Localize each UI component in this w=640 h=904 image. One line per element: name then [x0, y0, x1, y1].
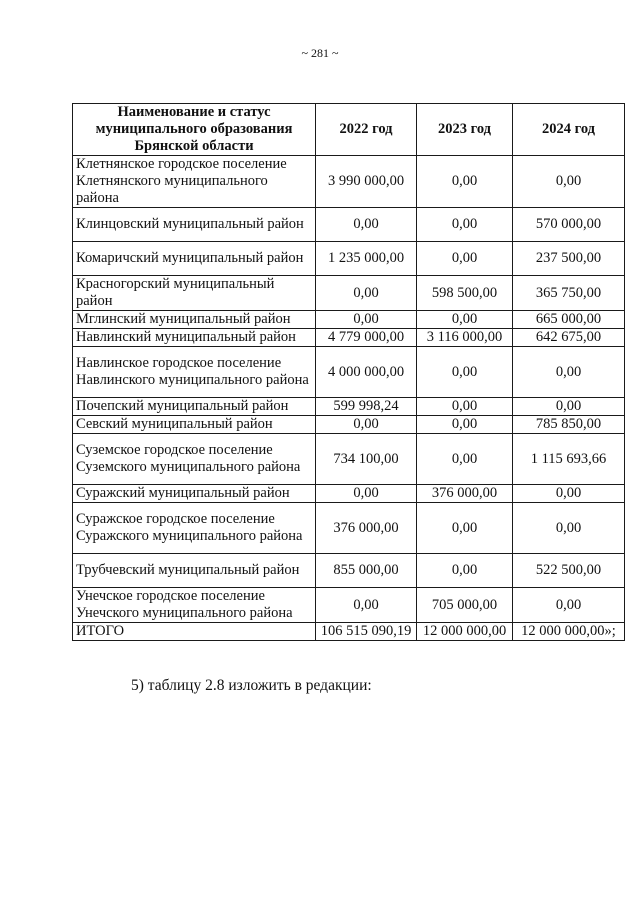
cell-2022: 0,00: [316, 485, 417, 503]
cell-2024: 785 850,00: [513, 416, 625, 434]
table-row: [73, 311, 625, 329]
table-body: [73, 156, 625, 641]
cell-2023: 0,00: [417, 503, 513, 554]
cell-2023: 0,00: [417, 208, 513, 242]
cell-municipality: Суражское городское поселение Суражского муниципального района: [73, 503, 316, 554]
cell-2022: 599 998,24: [316, 398, 417, 416]
cell-municipality: Клетнянское городское поселение Клетнянского муниципального района: [73, 156, 316, 208]
cell-2023: 376 000,00: [417, 485, 513, 503]
cell-municipality: Унечское городское поселение Унечского муниципального района: [73, 588, 316, 623]
header-2023: 2023 год: [417, 104, 513, 156]
cell-2024: 0,00: [513, 503, 625, 554]
cell-2024: 0,00: [513, 485, 625, 503]
table-row: [73, 588, 625, 623]
table-row: [73, 208, 625, 242]
header-name: Наименование и статус муниципального образования Брянской области: [73, 104, 316, 156]
table-row: [73, 416, 625, 434]
cell-municipality: Суземское городское поселение Суземского муниципального района: [73, 434, 316, 485]
cell-2022: 0,00: [316, 208, 417, 242]
cell-municipality: Почепский муниципальный район: [73, 398, 316, 416]
cell-municipality: Красногорский муниципальный район: [73, 276, 316, 311]
cell-2024: 1 115 693,66: [513, 434, 625, 485]
cell-2023: 0,00: [417, 416, 513, 434]
cell-2022: 855 000,00: [316, 554, 417, 588]
cell-2023: 3 116 000,00: [417, 329, 513, 347]
cell-2022: 0,00: [316, 311, 417, 329]
cell-2024: 642 675,00: [513, 329, 625, 347]
table-row: [73, 485, 625, 503]
cell-2023: 705 000,00: [417, 588, 513, 623]
cell-2024: 0,00: [513, 347, 625, 398]
cell-2024: 665 000,00: [513, 311, 625, 329]
cell-municipality: Комаричский муниципальный район: [73, 242, 316, 276]
table-row: [73, 276, 625, 311]
cell-2023: 0,00: [417, 434, 513, 485]
cell-2022: 0,00: [316, 276, 417, 311]
cell-2023: 0,00: [417, 554, 513, 588]
cell-2022: 3 990 000,00: [316, 156, 417, 208]
cell-2023: 0,00: [417, 311, 513, 329]
cell-2024: 0,00: [513, 156, 625, 208]
table-total-row: [73, 623, 625, 641]
cell-2023: 598 500,00: [417, 276, 513, 311]
cell-2022: 734 100,00: [316, 434, 417, 485]
after-table-note: 5) таблицу 2.8 изложить в редакции:: [131, 677, 372, 694]
cell-2024: 570 000,00: [513, 208, 625, 242]
cell-total-2022: 106 515 090,19: [316, 623, 417, 641]
cell-2024: 522 500,00: [513, 554, 625, 588]
cell-municipality: Мглинский муниципальный район: [73, 311, 316, 329]
cell-2022: 4 000 000,00: [316, 347, 417, 398]
cell-municipality: Суражский муниципальный район: [73, 485, 316, 503]
cell-municipality: Навлинский муниципальный район: [73, 329, 316, 347]
cell-2023: 0,00: [417, 156, 513, 208]
cell-municipality: Навлинское городское поселение Навлинского муниципального района: [73, 347, 316, 398]
cell-2024: 0,00: [513, 588, 625, 623]
table-row: [73, 434, 625, 485]
cell-2023: 0,00: [417, 398, 513, 416]
cell-municipality: Севский муниципальный район: [73, 416, 316, 434]
table-row: [73, 242, 625, 276]
table-row: [73, 329, 625, 347]
cell-2024: 0,00: [513, 398, 625, 416]
data-table: [72, 103, 625, 641]
cell-total-2023: 12 000 000,00: [417, 623, 513, 641]
table-row: [73, 503, 625, 554]
table-row: [73, 398, 625, 416]
cell-total-label: ИТОГО: [73, 623, 316, 641]
table-container: [72, 103, 625, 641]
header-2024: 2024 год: [513, 104, 625, 156]
cell-total-2024: 12 000 000,00»;: [513, 623, 625, 641]
cell-2023: 0,00: [417, 347, 513, 398]
cell-2024: 237 500,00: [513, 242, 625, 276]
table-row: [73, 347, 625, 398]
cell-2022: 0,00: [316, 588, 417, 623]
cell-2022: 1 235 000,00: [316, 242, 417, 276]
cell-2022: 376 000,00: [316, 503, 417, 554]
page-number: ~ 281 ~: [301, 46, 339, 60]
cell-2023: 0,00: [417, 242, 513, 276]
cell-2022: 0,00: [316, 416, 417, 434]
cell-municipality: Трубчевский муниципальный район: [73, 554, 316, 588]
table-row: [73, 156, 625, 208]
header-2022: 2022 год: [316, 104, 417, 156]
cell-municipality: Клинцовский муниципальный район: [73, 208, 316, 242]
table-row: [73, 554, 625, 588]
cell-2024: 365 750,00: [513, 276, 625, 311]
cell-2022: 4 779 000,00: [316, 329, 417, 347]
table-header-row: [73, 104, 625, 156]
